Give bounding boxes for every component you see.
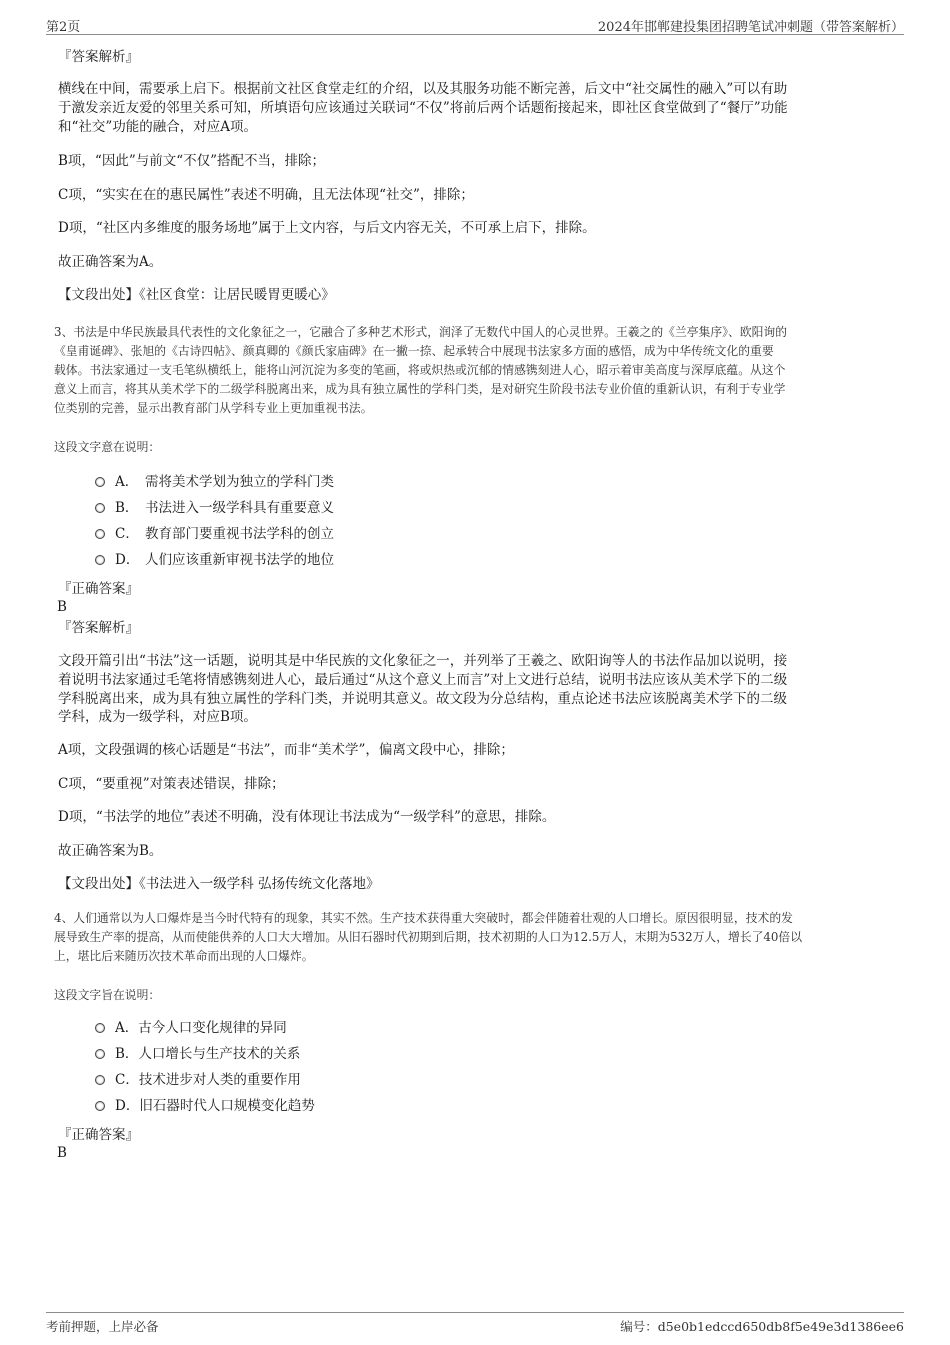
analysis-line: 学科脱离出来，成为具有独立属性的学科门类，并说明其意义。故文段为分总结构，重点论述书法应该脱离美术学下的二级 — [58, 691, 787, 707]
option-letter: A． — [115, 1020, 139, 1036]
radio-icon[interactable] — [95, 1049, 105, 1059]
option-text: 人们应该重新审视书法学的地位 — [145, 552, 334, 568]
q3-option-b[interactable] — [95, 499, 334, 517]
question-line: 上，堪比后来随历次技术革命而出现的人口爆炸。 — [54, 949, 314, 963]
option-text: 需将美术学划为独立的学科门类 — [145, 474, 334, 490]
radio-icon[interactable] — [95, 1075, 105, 1085]
option-text: 教育部门要重视书法学科的创立 — [145, 526, 334, 542]
option-d-explanation: D项，“社区内多维度的服务场地”属于上文内容，与后文内容无关，不可承上启下，排除。 — [58, 220, 596, 236]
question-4-prompt: 这段文字旨在说明： — [54, 988, 161, 1002]
option-letter: C． — [115, 1072, 139, 1088]
option-letter: D． — [115, 1098, 140, 1114]
option-letter: D． — [115, 552, 140, 568]
option-text: 古今人口变化规律的异同 — [138, 1020, 287, 1036]
radio-icon[interactable] — [95, 529, 105, 539]
q4-option-c[interactable] — [95, 1071, 301, 1089]
analysis-line: 横线在中间，需要承上启下。根据前文社区食堂走红的介绍，以及其服务功能不断完善，后文中“社交属性的融入”可以有助 — [58, 81, 788, 97]
correct-answer-label: 『正确答案』 — [58, 1127, 139, 1143]
radio-icon[interactable] — [95, 1101, 105, 1111]
q3-option-c[interactable] — [95, 525, 334, 543]
option-text: 旧石器时代人口规模变化趋势 — [139, 1098, 315, 1114]
option-b-explanation: B项，“因此”与前文“不仅”搭配不当，排除； — [58, 153, 326, 169]
source-citation: 【文段出处】《社区食堂：让居民暖胃更暖心》 — [58, 287, 335, 303]
question-line: 3、书法是中华民族最具代表性的文化象征之一，它融合了多种艺术形式，润泽了无数代中国人的心灵世界。王羲之的《兰亭集序》、欧阳询的 — [54, 325, 788, 339]
q4-option-b[interactable] — [95, 1045, 300, 1063]
analysis-line: 学科，成为一级学科，对应B项。 — [58, 709, 257, 725]
analysis-label: 『答案解析』 — [58, 49, 139, 65]
option-letter: A． — [115, 474, 139, 490]
analysis-line: 文段开篇引出“书法”这一话题，说明其是中华民族的文化象征之一，并列举了王羲之、欧阳询等人的书法作品加以说明，接 — [58, 653, 788, 669]
question-line: 位类别的完善，显示出教育部门从学科专业上更加重视书法。 — [54, 401, 373, 415]
correct-answer: B — [57, 599, 67, 615]
option-text: 人口增长与生产技术的关系 — [138, 1046, 301, 1062]
option-text: 书法进入一级学科具有重要意义 — [145, 500, 334, 516]
analysis-line: 于激发亲近友爱的邻里关系可知，所填语句应该通过关联词“不仅”将前后两个话题衔接起来，即社区食堂做到了“餐厅”功能 — [58, 100, 788, 116]
option-text: 技术进步对人类的重要作用 — [138, 1072, 301, 1088]
analysis-line: 和“社交”功能的融合，对应A项。 — [58, 119, 258, 135]
analysis-label: 『答案解析』 — [58, 620, 139, 636]
question-3-prompt: 这段文字意在说明： — [54, 440, 161, 454]
page-header — [46, 14, 904, 35]
q4-option-d[interactable] — [95, 1097, 315, 1115]
option-d-explanation: D项，“书法学的地位”表述不明确，没有体现让书法成为“一级学科”的意思，排除。 — [58, 809, 556, 825]
radio-icon[interactable] — [95, 503, 105, 513]
question-3-text — [54, 323, 899, 418]
radio-icon[interactable] — [95, 477, 105, 487]
correct-answer-label: 『正确答案』 — [58, 581, 139, 597]
q3-option-d[interactable] — [95, 551, 334, 569]
question-line: 展导致生产率的提高，从而使能供养的人口大大增加。从旧石器时代初期到后期，技术初期的人口为12.5万人，末期为532万人，增长了40倍以 — [54, 930, 803, 944]
option-letter: B． — [115, 1046, 139, 1062]
option-c-explanation: C项，“要重视”对策表述错误，排除； — [58, 776, 285, 792]
document-title: 2024年邯郸建投集团招聘笔试冲刺题（带答案解析） — [597, 20, 904, 35]
radio-icon[interactable] — [95, 555, 105, 565]
source-citation: 【文段出处】《书法进入一级学科 弘扬传统文化落地》 — [58, 876, 380, 892]
option-c-explanation: C项，“实实在在的惠民属性”表述不明确，且无法体现“社交”，排除； — [58, 187, 474, 203]
footer-slogan: 考前押题，上岸必备 — [46, 1319, 159, 1334]
option-letter: B． — [115, 500, 139, 516]
correct-answer: B — [57, 1145, 67, 1161]
q3-option-a[interactable] — [95, 473, 334, 491]
page-footer — [46, 1312, 904, 1334]
question-line: 意义上而言，将其从美术学下的二级学科脱离出来，成为具有独立属性的学科门类，是对研究生阶段书法专业价值的重新认识，有利于专业学 — [54, 382, 786, 396]
analysis-line: 着说明书法家通过毛笔将情感镌刻进人心，最后通过“从这个意义上而言”对上文进行总结，说明书法应该从美术学下的二级 — [58, 672, 788, 688]
option-a-explanation: A项，文段强调的核心话题是“书法”，而非“美术学”，偏离文段中心，排除； — [58, 742, 514, 758]
page-number: 第2页 — [46, 20, 81, 35]
document-code: 编号：d5e0b1edccd650db8f5e49e3d1386ee6 — [620, 1319, 904, 1334]
question-4-text — [54, 909, 899, 966]
answer-conclusion: 故正确答案为B。 — [58, 843, 163, 859]
question-line: 4、人们通常以为人口爆炸是当今时代特有的现象，其实不然。生产技术获得重大突破时，都会伴随着壮观的人口增长。原因很明显，技术的发 — [54, 911, 793, 925]
question-line: 载体。书法家通过一支毛笔纵横纸上，能将山河沉淀为多变的笔画，将或炽热或沉郁的情感镌刻进人心，昭示着审美高度与深厚底蕴。从这个 — [54, 363, 786, 377]
q4-option-a[interactable] — [95, 1019, 287, 1037]
radio-icon[interactable] — [95, 1023, 105, 1033]
option-letter: C． — [115, 526, 139, 542]
answer-conclusion: 故正确答案为A。 — [58, 254, 163, 270]
question-line: 《皇甫诞碑》、张旭的《古诗四帖》、颜真卿的《颜氏家庙碑》在一撇一捺、起承转合中展现书法家多方面的感悟，成为中华传统文化的重要 — [54, 344, 774, 358]
